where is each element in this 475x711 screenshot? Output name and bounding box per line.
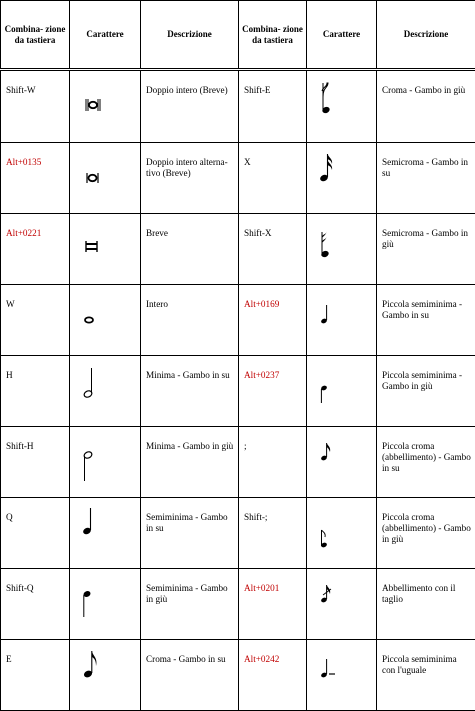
left-description-cell: Minima - Gambo in giù (141, 427, 239, 498)
header-char-left: Carattere (70, 1, 141, 70)
left-glyph-cell (70, 70, 141, 143)
left-glyph-cell (70, 285, 141, 356)
right-glyph-cell (307, 569, 377, 640)
table-row (1, 427, 475, 498)
right-shortcut-cell: Alt+0201 (239, 569, 307, 640)
left-description-cell: Doppio intero (Breve) (141, 70, 239, 143)
header-row (1, 1, 475, 70)
right-glyph-cell (307, 640, 377, 711)
right-glyph-cell (307, 498, 377, 569)
left-glyph-cell (70, 427, 141, 498)
quarter-note-stem-down-icon (70, 569, 110, 625)
breve-bars-icon (70, 214, 110, 270)
left-glyph-cell (70, 214, 141, 285)
left-shortcut-cell: W (1, 285, 70, 356)
table-row (1, 640, 475, 711)
header-desc-right: Descrizione (377, 1, 475, 70)
right-shortcut-cell: X (239, 143, 307, 214)
left-shortcut-cell: Alt+0221 (1, 214, 70, 285)
right-glyph-cell (307, 143, 377, 214)
right-shortcut-cell: Alt+0237 (239, 356, 307, 427)
left-description-cell: Minima - Gambo in su (141, 356, 239, 427)
quarter-note-stem-up-icon (70, 498, 110, 554)
right-glyph-cell (307, 285, 377, 356)
eighth-note-stem-down-icon (307, 71, 347, 127)
sixteenth-note-stem-down-icon (307, 214, 347, 270)
left-glyph-cell (70, 498, 141, 569)
header-char-right: Carattere (307, 1, 377, 70)
left-shortcut-cell: Shift-W (1, 70, 70, 143)
table-row (1, 214, 475, 285)
left-shortcut-cell: E (1, 640, 70, 711)
left-description-cell: Semiminima - Gambo in giù (141, 569, 239, 640)
header-combo-left: Combina- zione da tastiera (1, 1, 70, 70)
small-quarter-with-equals-icon (307, 640, 347, 696)
right-description-cell: Piccola semiminima - Gambo in giù (377, 356, 475, 427)
half-note-stem-up-icon (70, 356, 110, 412)
left-shortcut-cell: Shift-H (1, 427, 70, 498)
left-shortcut-cell: Shift-Q (1, 569, 70, 640)
right-shortcut-cell: Alt+0242 (239, 640, 307, 711)
left-glyph-cell (70, 569, 141, 640)
grace-eighth-stem-down-icon (307, 498, 347, 554)
table-row (1, 70, 475, 143)
whole-note-icon (70, 285, 110, 341)
left-shortcut-cell: Alt+0135 (1, 143, 70, 214)
slashed-grace-note-icon (307, 569, 347, 625)
table-row (1, 498, 475, 569)
grace-eighth-stem-up-icon (307, 427, 347, 483)
right-description-cell: Piccola semiminima con l'uguale (377, 640, 475, 711)
double-whole-breve-icon (70, 71, 110, 127)
table-row (1, 285, 475, 356)
left-description-cell: Doppio intero alterna- tivo (Breve) (141, 143, 239, 214)
left-description-cell: Semiminima - Gambo in su (141, 498, 239, 569)
right-description-cell: Piccola croma (abbellimento) - Gambo in su (377, 427, 475, 498)
table-row (1, 569, 475, 640)
right-glyph-cell (307, 70, 377, 143)
small-quarter-stem-up-icon (307, 285, 347, 341)
right-description-cell: Piccola croma (abbellimento) - Gambo in giù (377, 498, 475, 569)
left-glyph-cell (70, 640, 141, 711)
left-description-cell: Intero (141, 285, 239, 356)
right-glyph-cell (307, 427, 377, 498)
left-description-cell: Breve (141, 214, 239, 285)
table-row (1, 143, 475, 214)
right-shortcut-cell: Alt+0169 (239, 285, 307, 356)
double-whole-alt-icon (70, 143, 110, 199)
right-description-cell: Semicroma - Gambo in giù (377, 214, 475, 285)
half-note-stem-down-icon (70, 427, 110, 483)
eighth-note-stem-up-icon (70, 640, 110, 696)
left-glyph-cell (70, 356, 141, 427)
right-description-cell: Semicroma - Gambo in su (377, 143, 475, 214)
right-glyph-cell (307, 356, 377, 427)
right-shortcut-cell: Shift-; (239, 498, 307, 569)
right-shortcut-cell: Shift-E (239, 70, 307, 143)
right-description-cell: Piccola semiminima - Gambo in su (377, 285, 475, 356)
right-description-cell: Abbellimento con il taglio (377, 569, 475, 640)
right-glyph-cell (307, 214, 377, 285)
left-shortcut-cell: H (1, 356, 70, 427)
header-desc-left: Descrizione (141, 1, 239, 70)
left-glyph-cell (70, 143, 141, 214)
right-shortcut-cell: ; (239, 427, 307, 498)
table-row (1, 356, 475, 427)
small-quarter-stem-down-icon (307, 356, 347, 412)
left-shortcut-cell: Q (1, 498, 70, 569)
header-combo-right: Combina- zione da tastiera (239, 1, 307, 70)
right-shortcut-cell: Shift-X (239, 214, 307, 285)
left-description-cell: Croma - Gambo in su (141, 640, 239, 711)
sixteenth-note-stem-up-icon (307, 143, 347, 199)
right-description-cell: Croma - Gambo in giù (377, 70, 475, 143)
